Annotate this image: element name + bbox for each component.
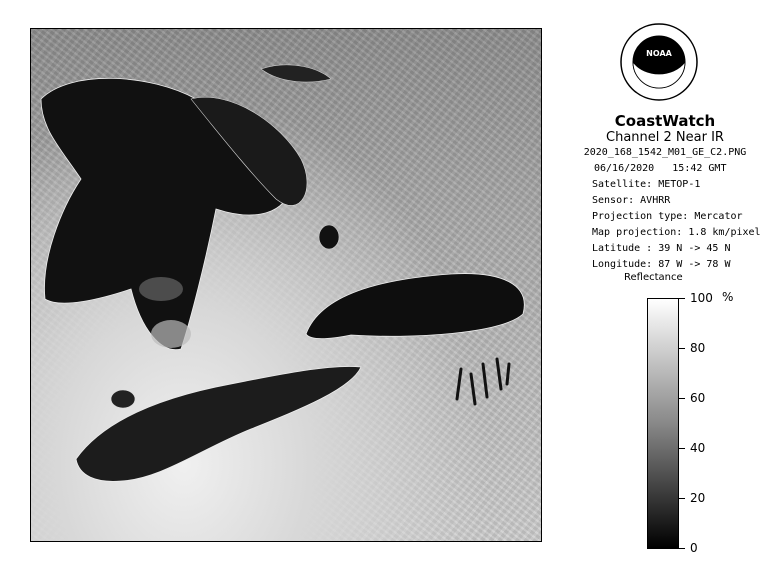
projection-type-info: Projection type: Mercator xyxy=(592,211,743,222)
svg-text:NOAA: NOAA xyxy=(646,49,672,58)
noaa-logo-icon xyxy=(618,18,700,110)
lake-erie xyxy=(76,366,361,481)
scale-label-100: 100 xyxy=(690,291,713,305)
satellite-image xyxy=(30,28,542,542)
longitude-info: Longitude: 87 W -> 78 W xyxy=(592,259,731,270)
lakes-overlay xyxy=(31,29,542,542)
finger-lakes xyxy=(457,359,509,404)
scale-label-20: 20 xyxy=(690,491,706,505)
scale-tick xyxy=(679,448,685,449)
scale-title: Reflectance xyxy=(624,272,683,283)
image-filename: 2020_168_1542_M01_GE_C2.PNG xyxy=(583,147,747,158)
latitude-info: Latitude : 39 N -> 45 N xyxy=(592,243,731,254)
lake-ontario xyxy=(306,274,524,339)
datetime xyxy=(594,163,726,174)
lake-st-clair xyxy=(111,390,135,408)
scale-label-80: 80 xyxy=(690,341,706,355)
scale-tick xyxy=(679,348,685,349)
scale-tick xyxy=(679,498,685,499)
scale-unit: % xyxy=(722,290,734,304)
sensor-info: Sensor: AVHRR xyxy=(592,195,671,206)
date-value: 06/16/2020 xyxy=(594,163,655,174)
scale-tick xyxy=(679,298,685,299)
app-title: CoastWatch xyxy=(614,112,716,130)
channel-subtitle: Channel 2 Near IR xyxy=(606,130,724,145)
scale-tick xyxy=(679,398,685,399)
scale-tick xyxy=(679,548,685,549)
satellite-info: Satellite: METOP-1 xyxy=(592,179,701,190)
scale-label-40: 40 xyxy=(690,441,706,455)
scale-label-60: 60 xyxy=(690,391,706,405)
lake-superior xyxy=(261,65,331,82)
lake-simcoe xyxy=(319,225,339,249)
reflectance-colorbar xyxy=(647,298,679,549)
time-value: 15:42 GMT xyxy=(672,163,727,174)
map-projection-info: Map projection: 1.8 km/pixel xyxy=(592,227,761,238)
scale-label-0: 0 xyxy=(690,541,698,555)
